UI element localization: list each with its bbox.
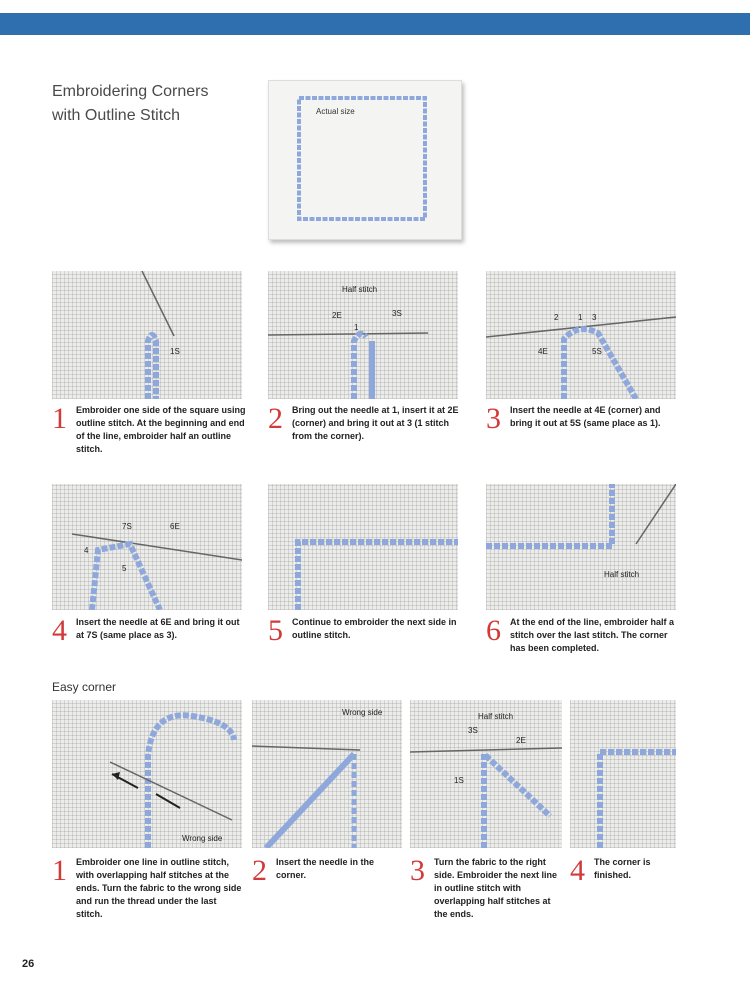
easy-step-1 (52, 856, 248, 936)
step-number: 3 (486, 402, 501, 435)
header-color-bar (0, 13, 750, 35)
step-number: 4 (570, 854, 585, 887)
easy-photo-3 (410, 700, 562, 848)
step-6 (486, 616, 682, 666)
step-photo-6 (486, 484, 676, 610)
step-photo-3 (486, 271, 676, 399)
step-number: 1 (52, 402, 67, 435)
step-number: 4 (52, 614, 67, 647)
step-text: Continue to embroider the next side in outline stitch. (292, 617, 457, 640)
label-half-stitch: Half stitch (342, 285, 378, 294)
step-text: Embroider one line in outline stitch, with overlapping half stitches at the ends. Turn the fabric to the wrong side and run the thread under the last stitch. (76, 857, 242, 919)
easy-step-2 (252, 856, 402, 936)
title-line-1: Embroidering Corners (52, 83, 209, 100)
step-text: Insert the needle at 6E and bring it out at 7S (same place as 3). (76, 617, 240, 640)
label-1s: 1S (454, 776, 464, 785)
step-5 (268, 616, 464, 666)
label-6e: 6E (170, 522, 180, 531)
label-3s: 3S (392, 309, 402, 318)
label-3: 3 (592, 313, 597, 322)
easy-photo-1 (52, 700, 242, 848)
label-4: 4 (84, 546, 89, 555)
page-title (52, 80, 209, 128)
step-photo-2 (268, 271, 458, 399)
step-number: 5 (268, 614, 283, 647)
section-heading: Easy corner (52, 680, 117, 694)
step-text: Turn the fabric to the right side. Embroider the next line in outline stitch with overlapping half stitches at the ends. (434, 857, 558, 919)
sample-square-drawing (269, 81, 461, 239)
label-wrong-side: Wrong side (182, 834, 223, 843)
step-number: 2 (252, 854, 267, 887)
step-text: At the end of the line, embroider half a stitch over the last stitch. The corner has been completed. (510, 617, 675, 653)
step-number: 3 (410, 854, 425, 887)
step-number: 6 (486, 614, 501, 647)
step-photo-4 (52, 484, 242, 610)
label-4e: 4E (538, 347, 548, 356)
easy-photo-2 (252, 700, 402, 848)
label-half-stitch: Half stitch (478, 712, 514, 721)
step-1 (52, 404, 248, 464)
step-photo-5 (268, 484, 458, 610)
label-wrong-side: Wrong side (342, 708, 383, 717)
label-2: 2 (554, 313, 559, 322)
step-3 (486, 404, 682, 464)
step-text: Insert the needle in the corner. (276, 857, 375, 880)
page-number: 26 (22, 958, 35, 970)
label-2e: 2E (332, 311, 342, 320)
title-line-2: with Outline Stitch (52, 107, 181, 124)
label-5: 5 (122, 564, 127, 573)
easy-photo-4 (570, 700, 676, 848)
easy-step-3 (410, 856, 562, 936)
step-text: Insert the needle at 4E (corner) and bring it out at 5S (same place as 1). (510, 405, 661, 428)
step-text: Embroider one side of the square using outline stitch. At the beginning and end of the line, embroider half an outline stitch. (76, 405, 246, 454)
step-text: Bring out the needle at 1, insert it at 2E (corner) and bring it out at 3 (1 stitch from the corner). (292, 405, 459, 441)
sample-label: Actual size (316, 107, 355, 116)
step-text: The corner is finished. (594, 857, 651, 880)
label-1s: 1S (170, 347, 180, 356)
step-photo-1 (52, 271, 242, 399)
step-2 (268, 404, 464, 464)
label-3s: 3S (468, 726, 478, 735)
step-number: 2 (268, 402, 283, 435)
label-5s: 5S (592, 347, 602, 356)
step-number: 1 (52, 854, 67, 887)
label-2e: 2E (516, 736, 526, 745)
label-1: 1 (578, 313, 583, 322)
label-half-stitch: Half stitch (604, 570, 640, 579)
step-4 (52, 616, 248, 666)
label-7s: 7S (122, 522, 132, 531)
actual-size-sample (268, 80, 462, 240)
easy-step-4 (570, 856, 680, 936)
label-1: 1 (354, 323, 359, 332)
